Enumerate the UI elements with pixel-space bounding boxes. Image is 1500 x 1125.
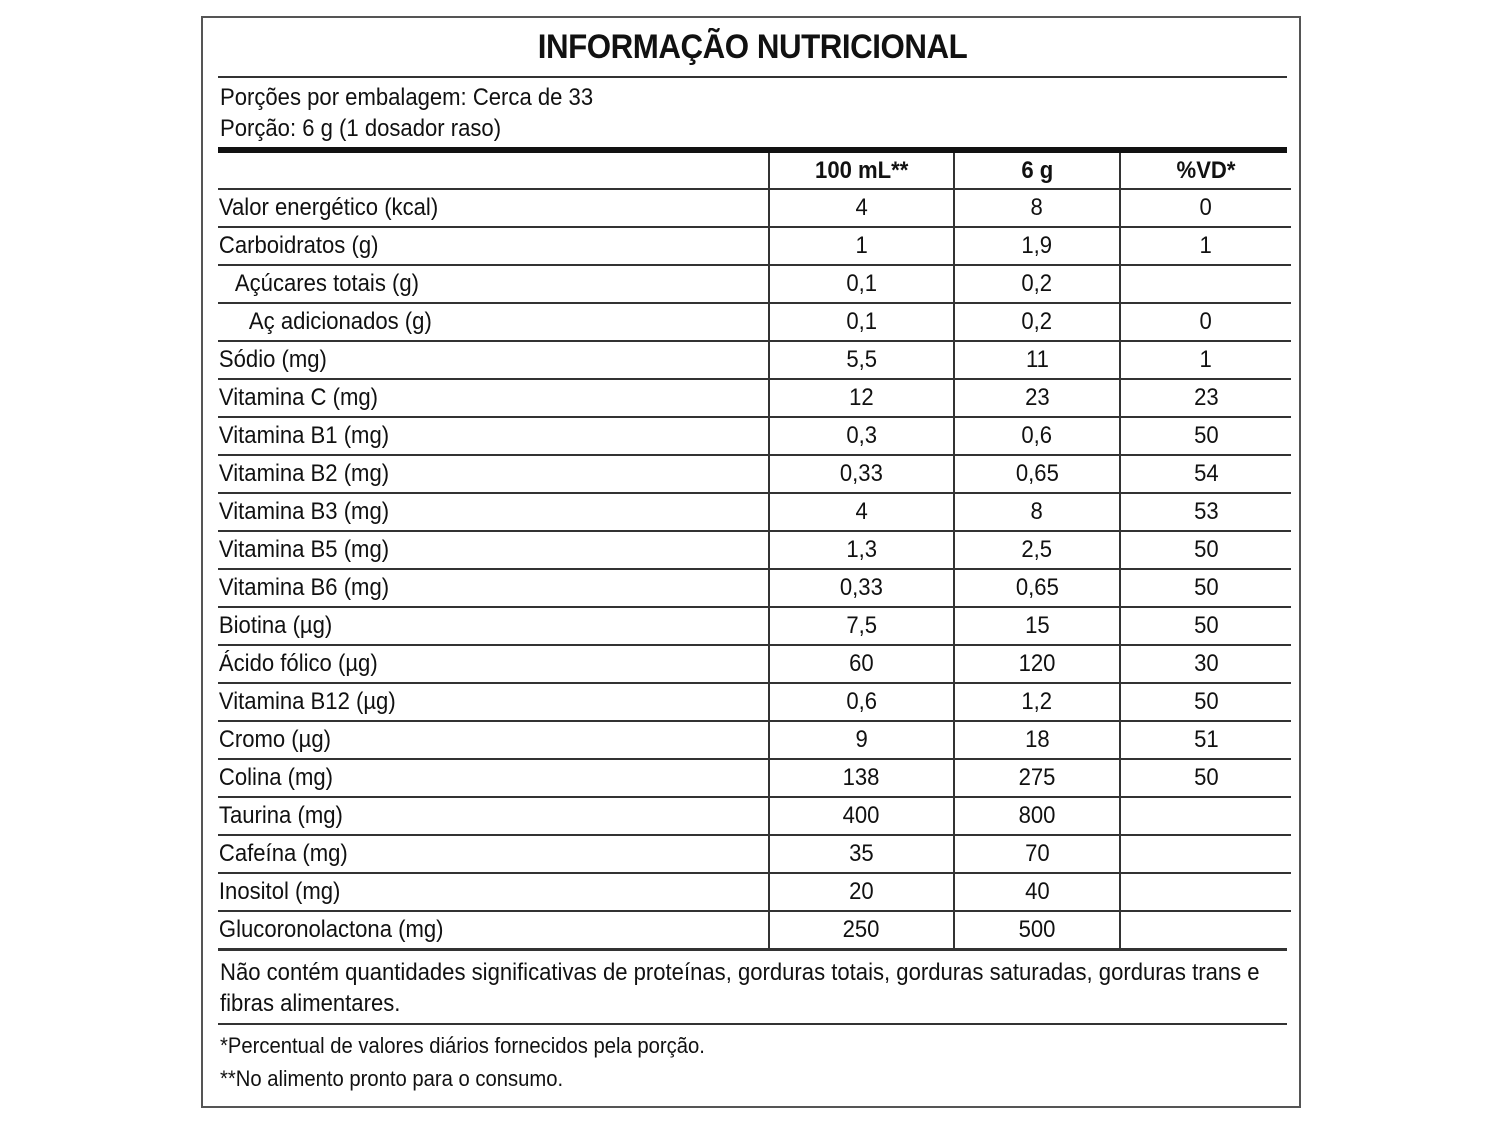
value-daily-percent: 50 — [1120, 531, 1291, 569]
value-per-serving: 11 — [954, 341, 1120, 379]
value-per-100ml: 0,33 — [769, 569, 954, 607]
header-nutrient — [218, 153, 769, 189]
table-row — [218, 417, 1291, 455]
value-daily-percent: 50 — [1120, 607, 1291, 645]
table-row — [218, 455, 1291, 493]
value-per-100ml: 7,5 — [769, 607, 954, 645]
value-daily-percent — [1120, 835, 1291, 873]
table-row — [218, 265, 1291, 303]
value-per-100ml: 138 — [769, 759, 954, 797]
table-row — [218, 227, 1291, 265]
value-per-serving: 0,65 — [954, 569, 1120, 607]
header-daily-value: %VD* — [1120, 153, 1291, 189]
label-content — [218, 18, 1287, 1095]
footnote-daily-value: *Percentual de valores diários fornecidos pela porção. — [220, 1033, 705, 1058]
value-per-100ml: 0,1 — [769, 303, 954, 341]
insignificant-note: Não contém quantidades significativas de proteínas, gorduras totais, gorduras saturadas, gorduras trans e fibras alimentares. — [220, 959, 1260, 1017]
value-per-100ml: 250 — [769, 911, 954, 948]
value-per-100ml: 0,3 — [769, 417, 954, 455]
value-per-serving: 70 — [954, 835, 1120, 873]
nutrient-name: Glucoronolactona (mg) — [218, 916, 444, 943]
value-daily-percent: 50 — [1120, 417, 1291, 455]
header-per-100ml: 100 mL** — [769, 153, 954, 189]
value-per-serving: 500 — [954, 911, 1120, 948]
value-daily-percent: 50 — [1120, 759, 1291, 797]
serving-size: Porção: 6 g (1 dosador raso) — [220, 115, 502, 142]
value-daily-percent: 53 — [1120, 493, 1291, 531]
nutrient-name: Biotina (µg) — [218, 607, 769, 645]
table-row — [218, 531, 1291, 569]
value-per-serving: 8 — [954, 189, 1120, 227]
nutrient-name: Ácido fólico (µg) — [218, 645, 769, 683]
table-row — [218, 189, 1291, 227]
value-per-serving: 15 — [954, 607, 1120, 645]
nutrient-name: Cromo (µg) — [218, 721, 769, 759]
value-per-100ml: 1 — [769, 227, 954, 265]
value-per-serving: 800 — [954, 797, 1120, 835]
value-per-100ml: 0,6 — [769, 683, 954, 721]
value-daily-percent — [1120, 265, 1291, 303]
value-daily-percent: 54 — [1120, 455, 1291, 493]
value-daily-percent: 50 — [1120, 683, 1291, 721]
value-per-serving: 2,5 — [954, 531, 1120, 569]
value-per-100ml: 1,3 — [769, 531, 954, 569]
value-per-serving: 120 — [954, 645, 1120, 683]
value-per-serving: 0,2 — [954, 303, 1120, 341]
value-per-serving: 40 — [954, 873, 1120, 911]
value-per-100ml: 4 — [769, 493, 954, 531]
nutrient-name: Vitamina B12 (µg) — [218, 683, 769, 721]
nutrient-name: Valor energético (kcal) — [218, 189, 769, 227]
table-row — [218, 645, 1291, 683]
nutrient-name: Sódio (mg) — [218, 341, 769, 379]
table-row — [218, 721, 1291, 759]
value-per-100ml: 9 — [769, 721, 954, 759]
nutrient-name: Taurina (mg) — [218, 797, 769, 835]
nutrient-name: Vitamina B3 (mg) — [218, 493, 769, 531]
value-per-100ml: 60 — [769, 645, 954, 683]
value-per-100ml: 12 — [769, 379, 954, 417]
nutrient-name: Açúcares totais (g) — [218, 265, 769, 303]
nutrient-name: Vitamina B2 (mg) — [218, 455, 769, 493]
value-per-100ml: 4 — [769, 189, 954, 227]
nutrient-name: Inositol (mg) — [218, 873, 769, 911]
table-row — [218, 303, 1291, 341]
nutrient-name: Vitamina B6 (mg) — [218, 569, 769, 607]
value-per-100ml: 5,5 — [769, 341, 954, 379]
label-title: INFORMAÇÃO NUTRICIONAL — [537, 28, 968, 66]
value-per-100ml: 0,33 — [769, 455, 954, 493]
table-row — [218, 379, 1291, 417]
header-per-serving: 6 g — [954, 153, 1120, 189]
value-daily-percent: 50 — [1120, 569, 1291, 607]
value-daily-percent — [1120, 797, 1291, 835]
table-row — [218, 835, 1291, 873]
footnote-ready-to-consume: **No alimento pronto para o consumo. — [220, 1066, 564, 1091]
value-daily-percent — [1120, 911, 1291, 948]
value-per-100ml: 35 — [769, 835, 954, 873]
table-header-row — [218, 153, 1291, 189]
nutrient-name: Vitamina B1 (mg) — [218, 417, 769, 455]
value-daily-percent: 1 — [1120, 227, 1291, 265]
footnotes — [218, 1025, 1287, 1095]
nutrient-name: Colina (mg) — [218, 759, 769, 797]
value-daily-percent — [1120, 873, 1291, 911]
value-per-100ml: 0,1 — [769, 265, 954, 303]
nutrient-name: Vitamina C (mg) — [218, 379, 769, 417]
value-daily-percent: 0 — [1120, 303, 1291, 341]
value-per-100ml: 400 — [769, 797, 954, 835]
table-row — [218, 341, 1291, 379]
value-per-serving: 0,6 — [954, 417, 1120, 455]
table-row — [218, 569, 1291, 607]
value-daily-percent: 1 — [1120, 341, 1291, 379]
table-body — [218, 189, 1291, 948]
value-daily-percent: 30 — [1120, 645, 1291, 683]
table-row — [218, 493, 1291, 531]
table-row — [218, 873, 1291, 911]
nutrient-name: Vitamina B5 (mg) — [218, 531, 769, 569]
value-per-serving: 0,65 — [954, 455, 1120, 493]
nutrition-facts-label — [201, 16, 1301, 1108]
serving-info — [218, 78, 1287, 147]
table-row — [218, 759, 1291, 797]
value-per-serving: 0,2 — [954, 265, 1120, 303]
servings-per-package: Porções por embalagem: Cerca de 33 — [220, 84, 594, 111]
nutrition-table — [218, 153, 1291, 948]
value-per-serving: 1,9 — [954, 227, 1120, 265]
value-per-serving: 23 — [954, 379, 1120, 417]
value-daily-percent: 51 — [1120, 721, 1291, 759]
table-row — [218, 683, 1291, 721]
value-per-serving: 18 — [954, 721, 1120, 759]
value-daily-percent: 23 — [1120, 379, 1291, 417]
value-per-serving: 1,2 — [954, 683, 1120, 721]
nutrient-name: Carboidratos (g) — [218, 227, 769, 265]
value-daily-percent: 0 — [1120, 189, 1291, 227]
value-per-serving: 275 — [954, 759, 1120, 797]
table-row — [218, 797, 1291, 835]
value-per-serving: 8 — [954, 493, 1120, 531]
table-row — [218, 911, 1291, 948]
nutrient-name: Aç adicionados (g) — [218, 303, 769, 341]
table-row — [218, 607, 1291, 645]
value-per-100ml: 20 — [769, 873, 954, 911]
nutrient-name: Cafeína (mg) — [218, 835, 769, 873]
